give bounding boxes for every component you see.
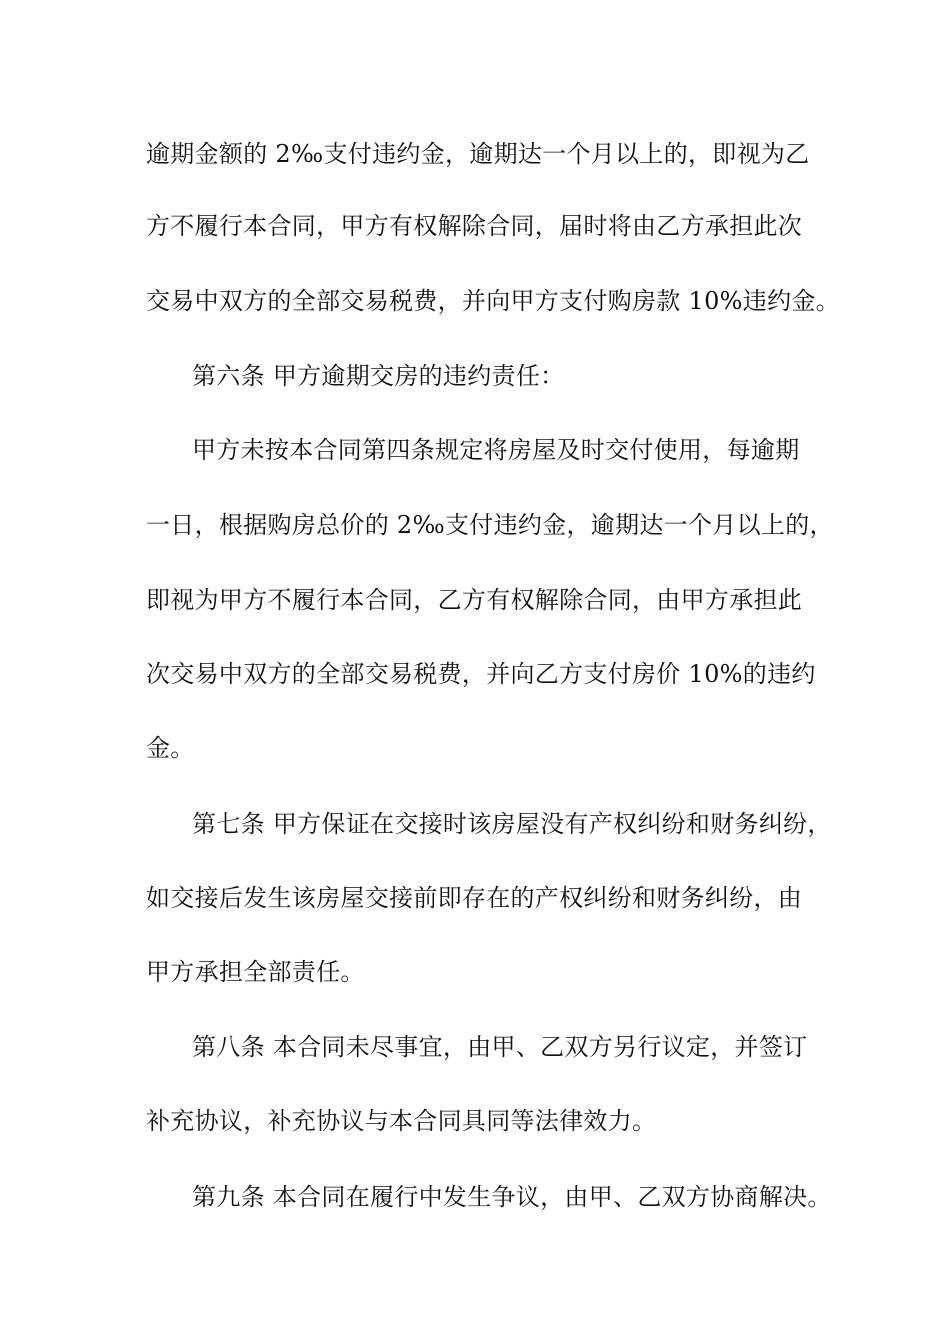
text-line: 逾期金额的 2‰支付违约金，逾期达一个月以上的，即视为乙	[146, 140, 810, 168]
text-line: 补充协议，补充协议与本合同具同等法律效力。	[146, 1107, 657, 1135]
article-heading: 第八条 本合同未尽事宜，由甲、乙双方另行议定，并签订	[192, 1033, 808, 1061]
text-line: 甲方未按本合同第四条规定将房屋及时交付使用，每逾期	[192, 436, 800, 464]
article-heading: 第九条 本合同在履行中发生争议，由甲、乙双方协商解决。	[192, 1183, 832, 1211]
text-line: 即视为甲方不履行本合同，乙方有权解除合同，由甲方承担此	[146, 586, 803, 614]
text-line: 一日，根据购房总价的 2‰支付违约金，逾期达一个月以上的，	[146, 511, 834, 539]
article-heading: 第六条 甲方逾期交房的违约责任：	[192, 362, 565, 390]
text-line: 如交接后发生该房屋交接前即存在的产权纠纷和财务纠纷，由	[146, 884, 803, 912]
text-line: 方不履行本合同，甲方有权解除合同，届时将由乙方承担此次	[146, 212, 803, 240]
text-line: 甲方承担全部责任。	[146, 958, 365, 986]
text-line: 金。	[146, 734, 195, 762]
article-heading: 第七条 甲方保证在交接时该房屋没有产权纠纷和财务纠纷，	[192, 810, 832, 838]
text-line: 交易中双方的全部交易税费，并向甲方支付购房款 10%违约金。	[146, 287, 840, 315]
text-line: 次交易中双方的全部交易税费，并向乙方支付房价 10%的违约	[146, 660, 816, 688]
